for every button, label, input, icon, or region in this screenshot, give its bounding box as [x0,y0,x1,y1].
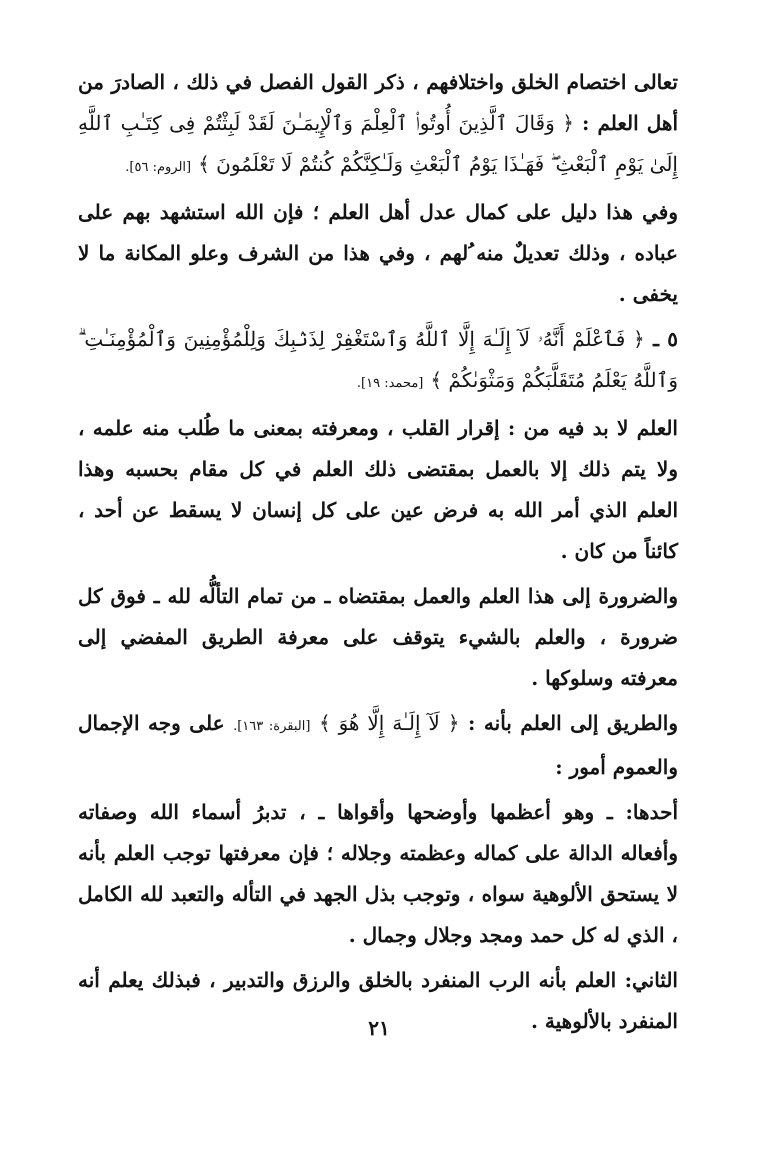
paragraph-justice-of-scholars [78,192,678,315]
paragraph-necessity [78,576,678,699]
paragraph-text: والطريق إلى العلم بأنه : [468,711,678,735]
verse-reference: [محمد: ١٩]. [356,376,424,391]
paragraph-text: وفي هذا دليل على كمال عدل أهل العلم ؛ فإن الله استشهد بهم على عباده ، وذلك تعديلٌ منه ُلهم ، وفي هذا من الشرف وعلو المكانة ما لا يخفى . [78,200,678,306]
paragraph-text: على وجه الإجمال والعموم أمور : [78,711,678,779]
paragraph-witness-of-knowledge [78,62,678,188]
paragraph-text: تعالى اختصام الخلق واختلافهم ، ذكر القول الفصل في ذلك ، الصادرَ من أهل العلم : [78,70,678,135]
paragraph-text: والضرورة إلى هذا العلم والعمل بمقتضاه ـ من تمام التألُّه لله ـ فوق كل ضرورة ، والعلم بالشيء يتوقف على معرفة الطريق المفضي إلى معرفته وسلوكها . [78,584,678,690]
quran-verse: ﴿ وَقَالَ ٱلَّذِينَ أُوتُوا۟ ٱلْعِلْمَ وَٱلْإِيمَـٰنَ لَقَدْ لَبِثْتُمْ فِى كِتَـٰبِ ٱللَّهِ إِلَىٰ يَوْمِ ٱلْبَعْثِ ۖ فَهَـٰذَا يَوْمُ ٱلْبَعْثِ وَلَـٰكِنَّكُمْ كُنتُمْ لَا تَعْلَمُونَ ﴾ [78,111,678,176]
paragraph-requirements-of-knowledge [78,408,678,572]
paragraph-point-five [78,319,678,404]
paragraph-text: العلم لا بد فيه من : إقرار القلب ، ومعرفته بمعنى ما طُلب منه علمه ، ولا يتم ذلك إلا بالعمل بمقتضى ذلك العلم في كل مقام بحسبه وهذا العلم الذي أمر الله به فرض عين على كل إنسان لا يسقط عن أحد ، كائناً من كان . [78,416,679,563]
page-body [78,62,678,1042]
point-number: ٥ ـ [653,327,679,351]
page-number: ٢١ [368,1016,390,1040]
paragraph-path-to-knowledge [78,703,678,788]
quran-verse: ﴿ فَٱعْلَمْ أَنَّهُۥ لَآ إِلَـٰهَ إِلَّا ٱللَّهُ وَٱسْتَغْفِرْ لِذَنۢبِكَ وَلِلْمُؤْمِنِينَ وَٱلْمُؤْمِنَـٰتِ ۗ وَٱللَّهُ يَعْلَمُ مُتَقَلَّبَكُمْ وَمَثْوَىٰكُمْ ﴾ [78,327,678,392]
quran-verse: ﴿ لَآ إِلَـٰهَ إِلَّا هُوَ ﴾ [318,711,460,735]
verse-reference: [الروم: ٥٦]. [125,160,192,175]
paragraph-text: الثاني: العلم بأنه الرب المنفرد بالخلق والرزق والتدبير ، فبذلك يعلم أنه المنفرد بالألوهية . [78,968,678,1033]
paragraph-first-matter [78,792,678,956]
verse-reference: [البقرة: ١٦٣]. [233,719,311,734]
paragraph-text: أحدها: ـ وهو أعظمها وأوضحها وأقواها ـ ، تدبرُ أسماء الله وصفاته وأفعاله الدالة على كماله وعظمته وجلاله ؛ فإن معرفتها توجب العلم بأنه لا يستحق الألوهية سواه ، وتوجب بذل الجهد في التأله والتعبد لله الكامل ، الذي له كل حمد ومجد وجلال وجمال . [78,800,678,947]
